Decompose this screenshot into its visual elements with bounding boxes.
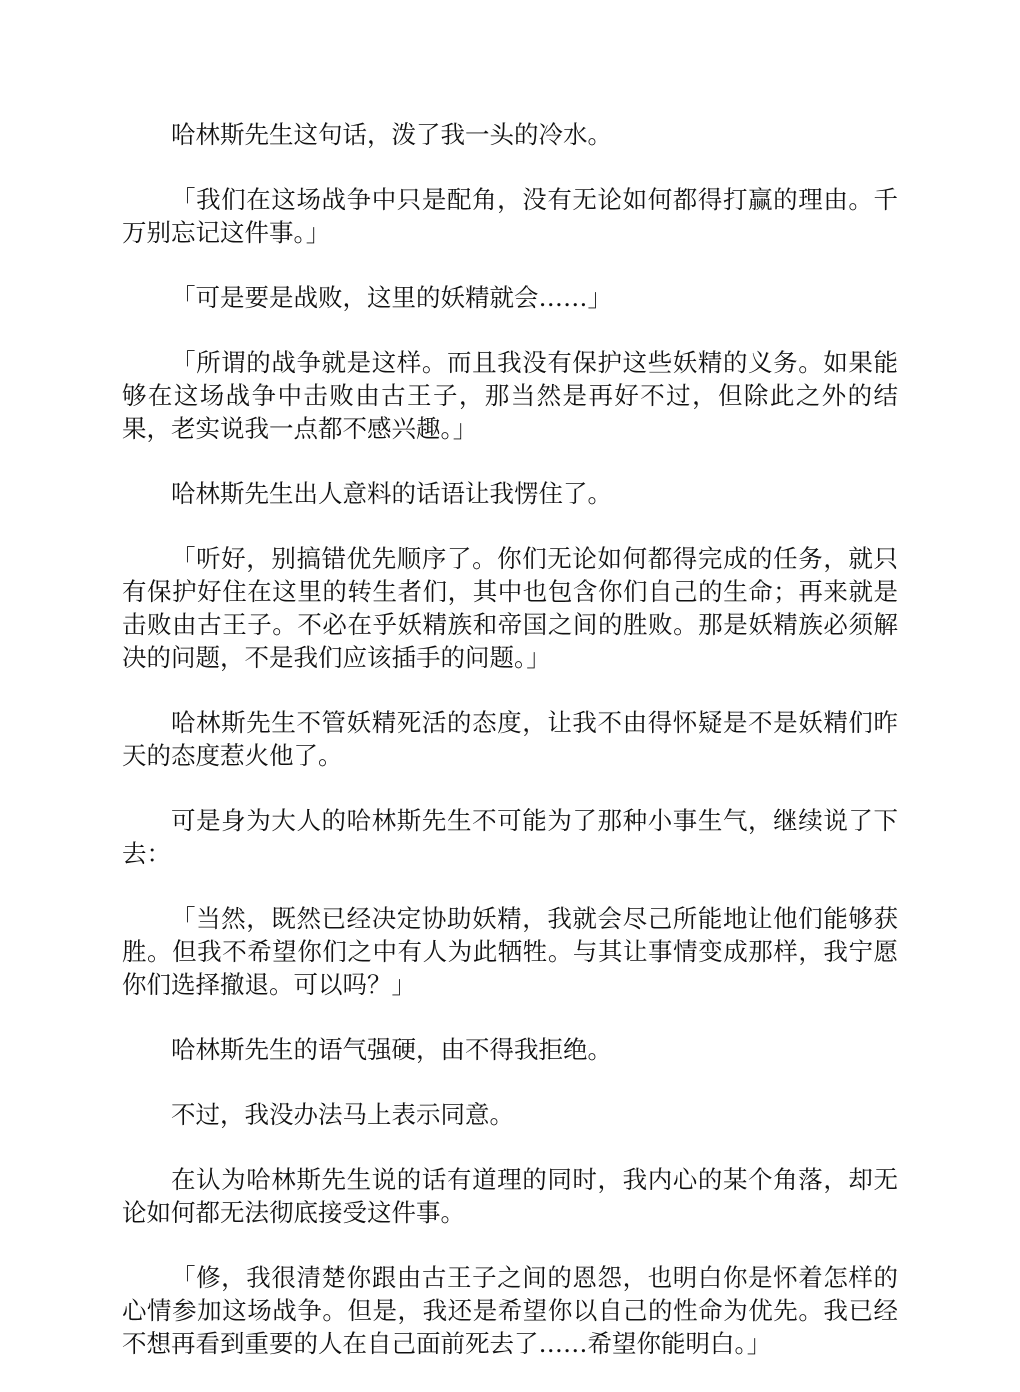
paragraph: 「听好，别搞错优先顺序了。你们无论如何都得完成的任务，就只有保护好住在这里的转生者们，其中也包含你们自己的生命；再来就是击败由古王子。不必在乎妖精族和帝国之间的胜败。那是妖精族必须解决的问题，不是我们应该插手的问题。」 — [122, 544, 898, 672]
paragraph: 在认为哈林斯先生说的话有道理的同时，我内心的某个角落，却无论如何都无法彻底接受这件事。 — [122, 1165, 898, 1227]
paragraph: 「修，我很清楚你跟由古王子之间的恩怨，也明白你是怀着怎样的心情参加这场战争。但是，我还是希望你以自己的性命为优先。我已经不想再看到重要的人在自己面前死去了……希望你能明白。」 — [122, 1263, 898, 1358]
paragraph: 不过，我没办法马上表示同意。 — [171, 1100, 514, 1129]
paragraph: 「当然，既然已经决定协助妖精，我就会尽己所能地让他们能够获胜。但我不希望你们之中有人为此牺牲。与其让事情变成那样，我宁愿你们选择撤退。可以吗？」 — [122, 904, 898, 999]
page-body — [122, 118, 898, 1392]
paragraph: 哈林斯先生的语气强硬，由不得我拒绝。 — [171, 1035, 612, 1064]
paragraph: 可是身为大人的哈林斯先生不可能为了那种小事生气，继续说了下去： — [122, 806, 898, 868]
paragraph: 「所谓的战争就是这样。而且我没有保护这些妖精的义务。如果能够在这场战争中击败由古王子，那当然是再好不过，但除此之外的结果，老实说我一点都不感兴趣。」 — [122, 348, 898, 443]
paragraph: 「可是要是战败，这里的妖精就会……」 — [171, 283, 612, 312]
paragraph: 哈林斯先生这句话，泼了我一头的冷水。 — [171, 120, 612, 149]
paragraph: 「我们在这场战争中只是配角，没有无论如何都得打赢的理由。千万别忘记这件事。」 — [122, 185, 898, 247]
paragraph: 哈林斯先生不管妖精死活的态度，让我不由得怀疑是不是妖精们昨天的态度惹火他了。 — [122, 708, 898, 770]
paragraph: 哈林斯先生出人意料的话语让我愣住了。 — [171, 479, 612, 508]
